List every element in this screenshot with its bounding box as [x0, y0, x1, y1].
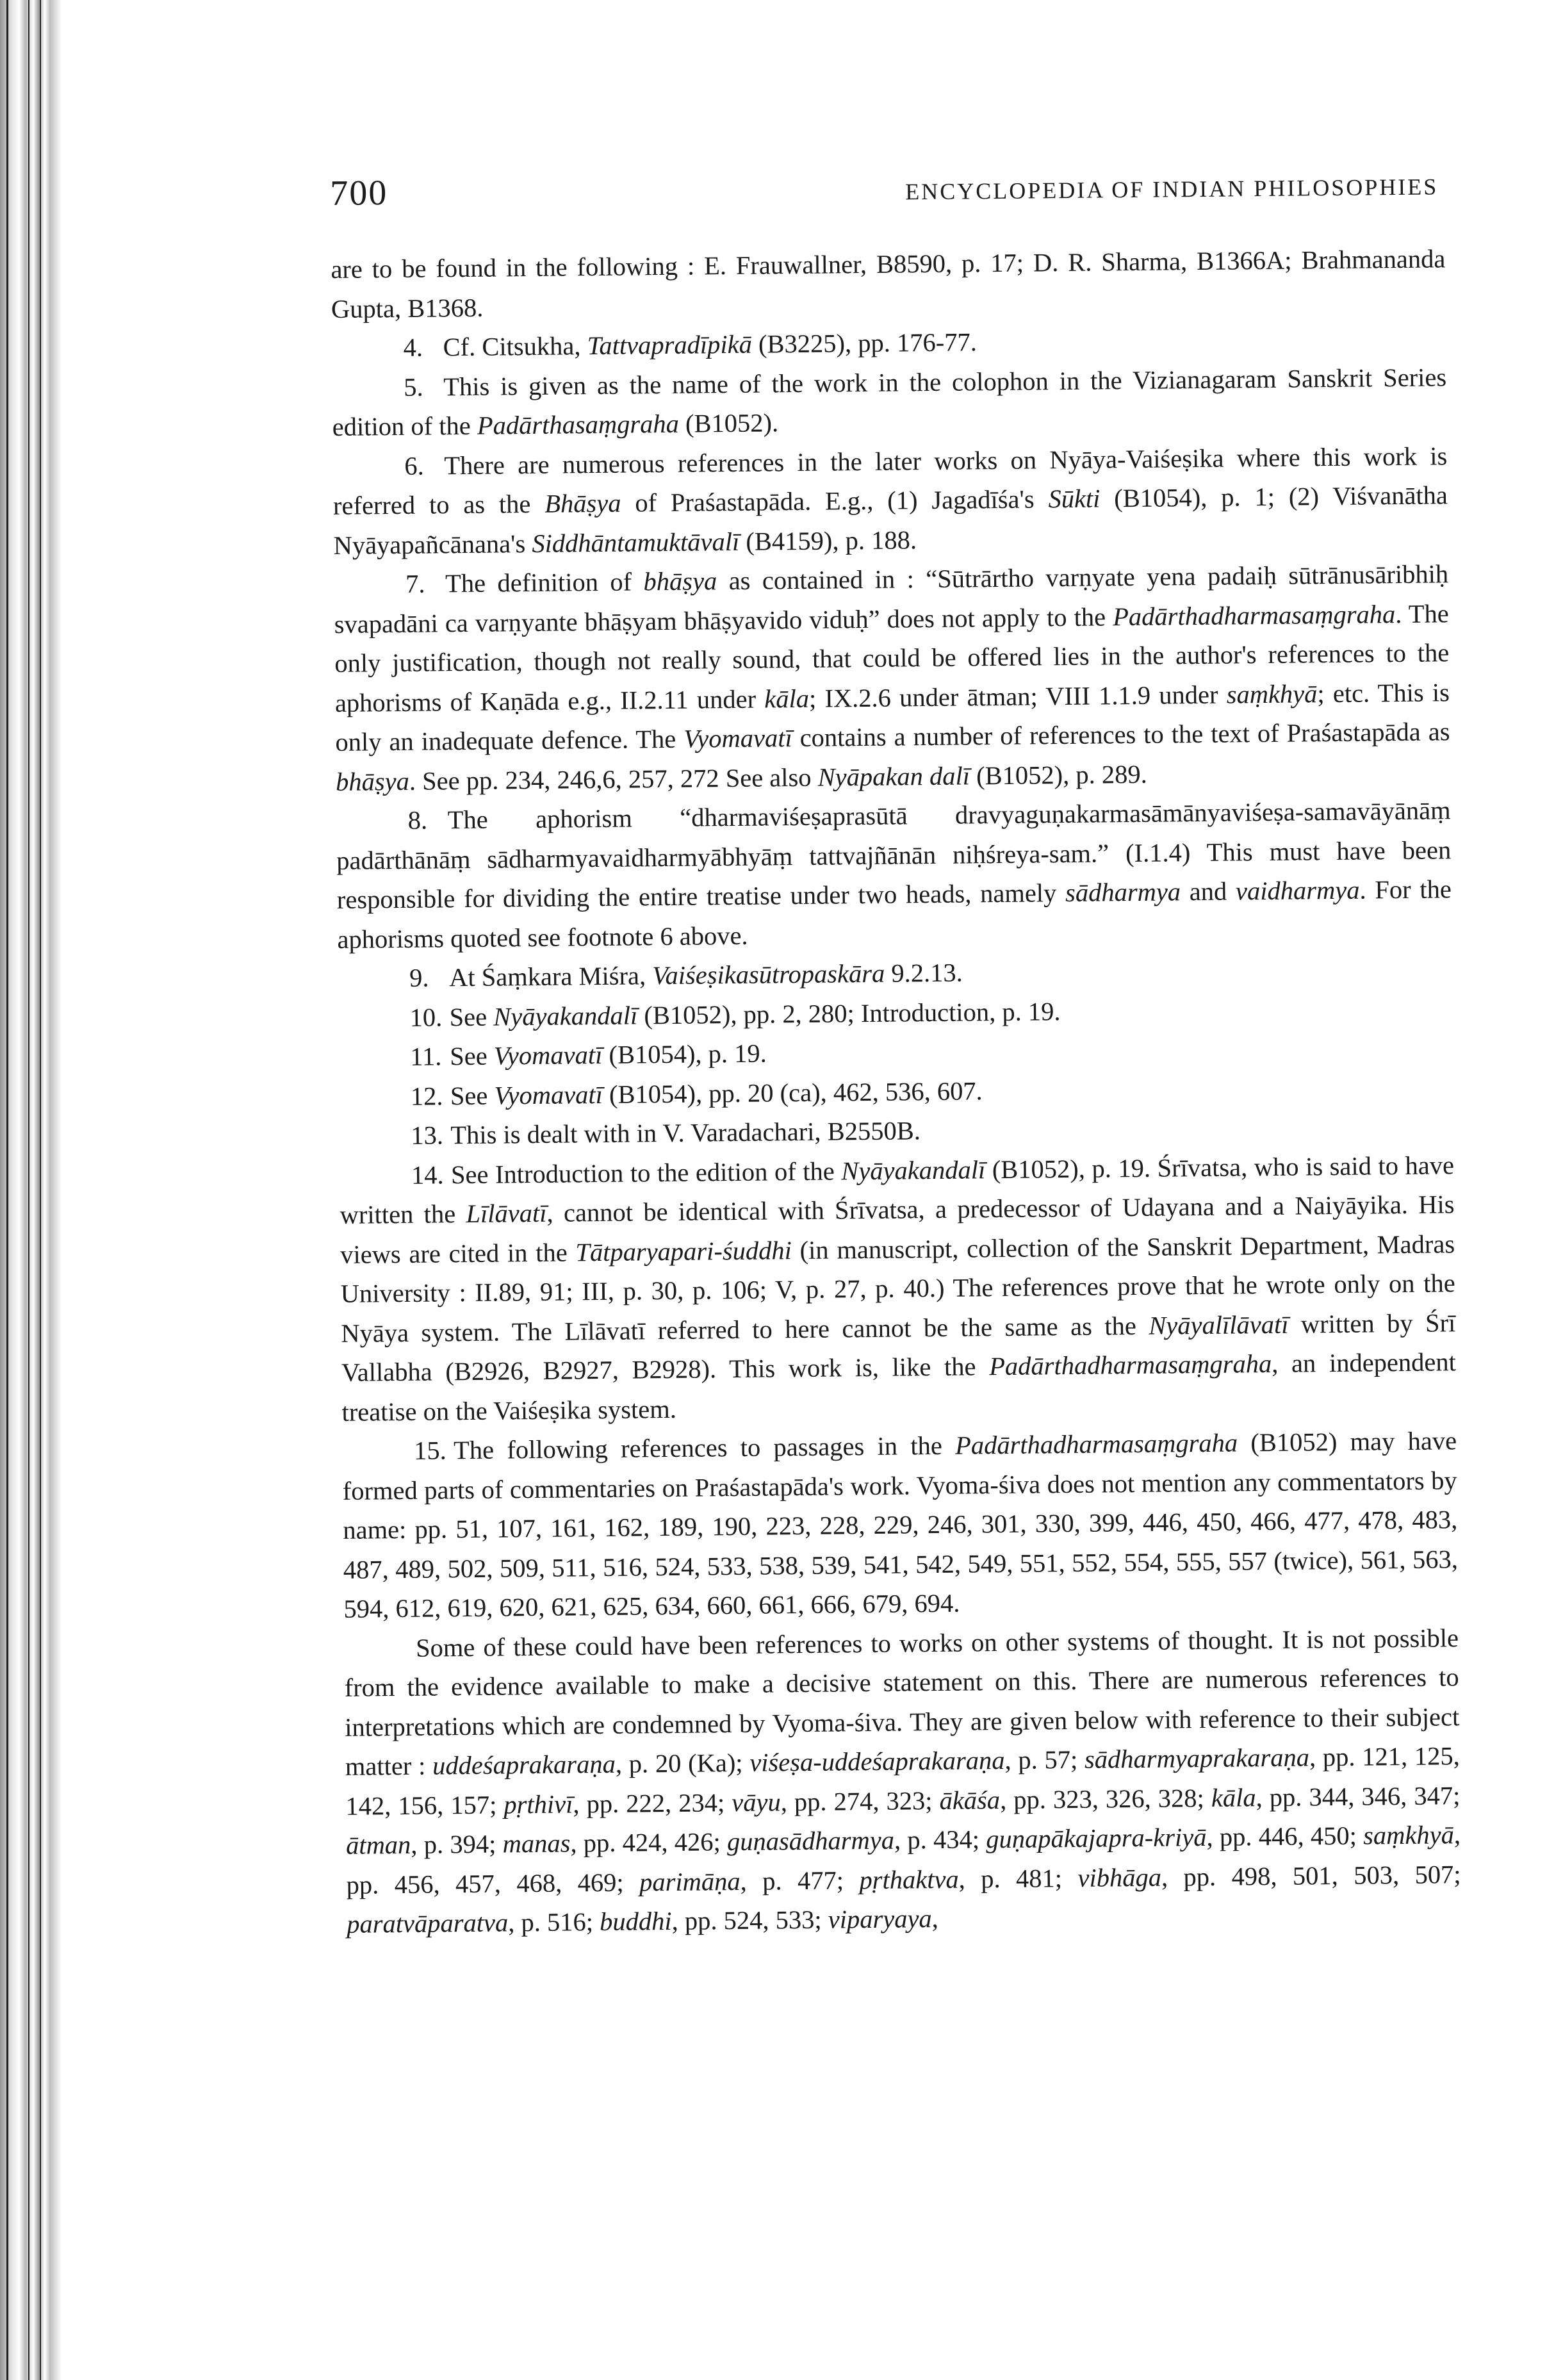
spine-edge-line: [6, 0, 8, 2380]
footnote: [332, 436, 1448, 565]
footnote-text: See Vyomavatī (B1054), p. 19.: [450, 1038, 767, 1071]
footnote: [340, 1145, 1457, 1432]
footnote-number: 12.: [410, 1081, 443, 1111]
footnote-number: 8.: [407, 805, 428, 835]
footnote: [331, 239, 1446, 329]
footnote-number: 6.: [404, 451, 424, 480]
footnote-number: 15.: [413, 1436, 446, 1465]
footnote-text: This is dealt with in V. Varadachari, B2550B.: [450, 1116, 921, 1150]
book-page: [330, 162, 1461, 1944]
footnote-text: The aphorism “dharmaviśeṣaprasūtā dravyaguṇakarmasāmānyaviśeṣa-samavāyānāṃ padārthānāṃ sādharmyavaidharmyābhyāṃ tattvajñānān niḥśreya-sam.” (I.1.4) This must have been responsible for dividing the entire treatise under two heads, namely sādharmya and vaidharmya. For the aphorisms quoted see footnote 6 above.: [336, 796, 1452, 954]
footnote-number: 10.: [409, 1002, 443, 1032]
footnote: [342, 1421, 1459, 1629]
footnote: [344, 1618, 1462, 1944]
spine-edge-line: [40, 0, 41, 2380]
footnote-number: 4.: [403, 332, 423, 362]
page-number: 700: [330, 173, 388, 213]
footnote-number: 11.: [410, 1042, 442, 1071]
footnote-text: Some of these could have been references to works on other systems of thought. It is not possible from the evidence available to make a decisive statement on this. There are numerous references to interpretations which are condemned by Vyoma-śiva. They are given below with reference to their subject matter : uddeśaprakaraṇa, p. 20 (Ka); viśeṣa-uddeśaprakaraṇa, p. 57; sādharmyaprakaraṇa, pp. 121, 125, 142, 156, 157; pṛthivī, pp. 222, 234; vāyu, pp. 274, 323; ākāśa, pp. 323, 326, 328; kāla, pp. 344, 346, 347; ātman, p. 394; manas, pp. 424, 426; guṇasādharmya, p. 434; guṇapākajapra-kriyā, pp. 446, 450; saṃkhyā, pp. 456, 457, 468, 469; parimāṇa, p. 477; pṛthaktva, p. 481; vibhāga, pp. 498, 501, 503, 507; paratvāparatva, p. 516; buddhi, pp. 524, 533; viparyaya,: [344, 1623, 1461, 1939]
footnotes: [331, 239, 1461, 1944]
footnote-text: See Vyomavatī (B1054), pp. 20 (ca), 462, 536, 607.: [450, 1076, 983, 1110]
footnote-number: 7.: [405, 569, 425, 598]
running-head: ENCYCLOPEDIA OF INDIAN PHILOSOPHIES: [905, 174, 1439, 205]
footnote-text: See Nyāyakandalī (B1052), pp. 2, 280; Introduction, p. 19.: [449, 996, 1061, 1031]
book-spine-shadow: [0, 0, 96, 2380]
footnote-number: 9.: [409, 963, 429, 992]
footnote: [336, 791, 1452, 959]
footnote-text: The definition of bhāṣya as contained in : “Sūtrārtho varṇyate yena padaiḥ sūtrānusāribhiḥ svapadāni ca varṇyante bhāṣyam bhāṣyavido viduḥ” does not apply to the Padārthadharmasaṃgraha. The only justification, though not really sound, that could be offered lies in the author's references to the aphorisms of Kaṇāda e.g., II.2.11 under kāla; IX.2.6 under ātman; VIII 1.1.9 under saṃkhyā; etc. This is only an inadequate defence. The Vyomavatī contains a number of references to the text of Praśastapāda as bhāṣya. See pp. 234, 246,6, 257, 272 See also Nyāpakan dalī (B1052), p. 289.: [334, 559, 1450, 796]
page-header: [330, 162, 1445, 237]
footnote-number: 14.: [411, 1160, 444, 1190]
footnote-text: The following references to passages in the Padārthadharmasaṃgraha (B1052) may have formed parts of commentaries on Praśastapāda's work. Vyoma-śiva does not mention any commentators by name: pp. 51, 107, 161, 162, 189, 190, 223, 228, 229, 246, 301, 330, 399, 446, 450, 466, 477, 478, 483, 487, 489, 502, 509, 511, 516, 524, 533, 538, 539, 541, 542, 549, 551, 552, 554, 555, 557 (twice), 561, 563, 594, 612, 619, 620, 621, 625, 634, 660, 661, 666, 679, 694.: [342, 1426, 1459, 1623]
footnote-text: At Śaṃkara Miśra, Vaiśeṣikasūtropaskāra 9.2.13.: [448, 958, 963, 992]
footnote-number: 5.: [403, 372, 423, 402]
footnote-text: There are numerous references in the later works on Nyāya-Vaiśeṣika where this work is referred to as the Bhāṣya of Praśastapāda. E.g., (1) Jagadīśa's Sūkti (B1054), p. 1; (2) Viśvanātha Nyāyapañcānana's Siddhāntamuktāvalī (B4159), p. 188.: [332, 441, 1448, 560]
footnote-text: are to be found in the following : E. Frauwallner, B8590, p. 17; D. R. Sharma, B1366A; Brahmananda Gupta, B1368.: [331, 244, 1446, 324]
footnote-text: Cf. Citsukha, Tattvapradīpikā (B3225), pp. 176-77.: [443, 327, 978, 362]
spine-edge-line: [28, 0, 29, 2380]
footnote: [332, 357, 1447, 447]
footnote: [334, 554, 1450, 801]
footnote-text: See Introduction to the edition of the Nyāyakandalī (B1052), p. 19. Śrīvatsa, who is said to have written the Līlāvatī, cannot be identical with Śrīvatsa, a predecessor of Udayana and a Naiyāyika. His views are cited in the Tātparyapari-śuddhi (in manuscript, collection of the Sanskrit Department, Madras University : II.89, 91; III, p. 30, p. 106; V, p. 27, p. 40.) The references prove that he wrote only on the Nyāya system. The Līlāvatī referred to here cannot be the same as the Nyāyalīlāvatī written by Śrī Vallabha (B2926, B2927, B2928). This work is, like the Padārthadharmasaṃgraha, an independent treatise on the Vaiśeṣika system.: [340, 1150, 1457, 1427]
footnote-text: This is given as the name of the work in the colophon in the Vizianagaram Sanskrit Series edition of the Padārthasaṃgraha (B1052).: [332, 362, 1447, 441]
footnote-number: 13.: [411, 1120, 444, 1150]
